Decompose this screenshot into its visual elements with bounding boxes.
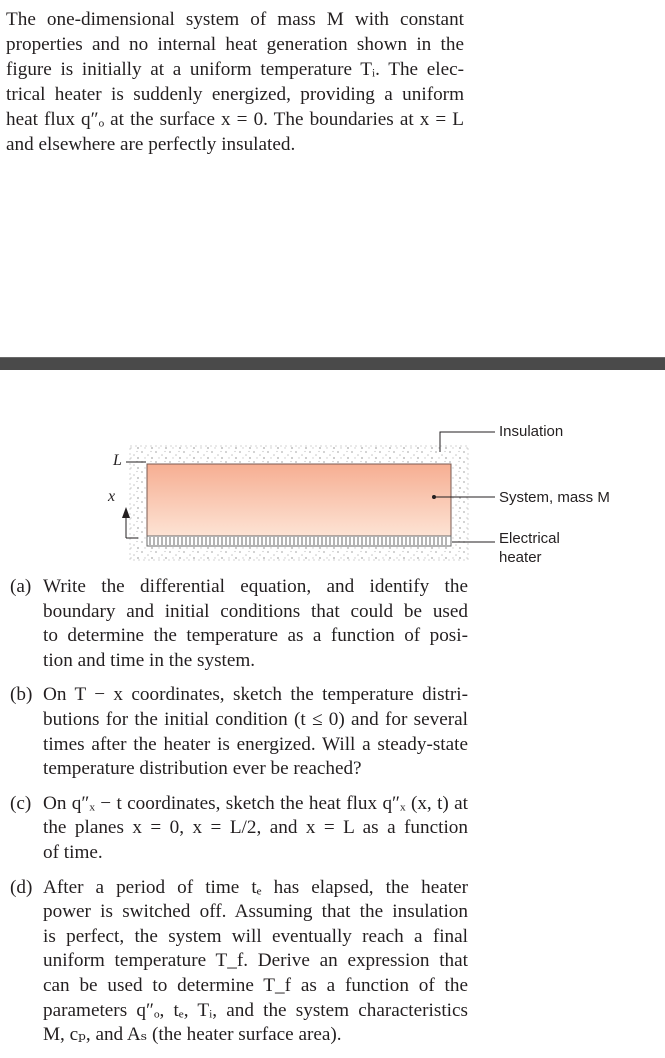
part-line: On q″ₓ − t coordinates, sketch the heat flux q″ₓ (x, t) at [43, 792, 468, 814]
part-line: Write the differential equation, and identify the [43, 576, 468, 597]
question-part-d [6, 876, 468, 1048]
part-line: uniform temperature T_f. Derive an expression that [43, 950, 468, 972]
heater-label-line1: Electrical [499, 530, 560, 547]
intro-line: figure is initially at a uniform temperature Tᵢ. The elec- [6, 59, 464, 80]
part-line: boundary and initial conditions that could be used [43, 600, 468, 622]
x-axis-arrow-icon [122, 507, 130, 518]
problem-statement [6, 7, 464, 157]
part-tag: (d) [10, 876, 33, 898]
part-line: to determine the temperature as a function of posi- [43, 625, 468, 647]
part-tag: (b) [10, 684, 33, 706]
figure-drawing [0, 380, 665, 580]
system-slab [147, 464, 451, 536]
part-line: On T − x coordinates, sketch the temperature distri- [43, 684, 468, 706]
heater-label-line2: heater [499, 549, 542, 566]
question-part-c [6, 792, 468, 866]
question-parts [6, 575, 468, 1058]
part-line: can be used to determine T_f as a function of the [43, 974, 468, 996]
part-line: butions for the initial condition (t ≤ 0) and for several [43, 708, 468, 730]
part-line: tion and time in the system. [43, 649, 256, 671]
heater-elements [150, 537, 446, 545]
system-label: System, mass M [499, 489, 610, 506]
part-line: power is switched off. Assuming that the insulation [43, 901, 468, 923]
intro-line: The one-dimensional system of mass M with constant [6, 9, 464, 30]
part-tag: (c) [10, 792, 32, 814]
part-line: temperature distribution ever be reached? [43, 758, 362, 780]
intro-line: and elsewhere are perfectly insulated. [6, 134, 296, 155]
part-line: is perfect, the system will eventually reach a final [43, 925, 468, 947]
axis-L-label: L [113, 452, 122, 469]
axis-x-label: x [108, 488, 116, 505]
intro-line: trical heater is suddenly energized, providing a uniform [6, 84, 464, 105]
part-line: of time. [43, 841, 103, 863]
intro-line: heat flux q″ₒ at the surface x = 0. The boundaries at x = L [6, 109, 464, 130]
section-divider [0, 357, 665, 370]
part-line: times after the heater is energized. Will a steady-state [43, 733, 468, 755]
system-figure [0, 380, 665, 580]
part-line: the planes x = 0, x = L/2, and x = L as a function [43, 817, 468, 839]
question-part-b [6, 683, 468, 781]
question-part-a [6, 575, 468, 673]
part-line: M, cₚ, and Aₛ (the heater surface area). [43, 1024, 342, 1046]
insulation-label: Insulation [499, 423, 564, 440]
electrical-heater [147, 536, 451, 546]
part-tag: (a) [10, 576, 32, 597]
part-line: parameters q″ₒ, tₑ, Tᵢ, and the system characteristics [43, 999, 468, 1021]
intro-line: properties and no internal heat generation shown in the [6, 34, 464, 55]
part-line: After a period of time tₑ has elapsed, the heater [43, 876, 468, 898]
